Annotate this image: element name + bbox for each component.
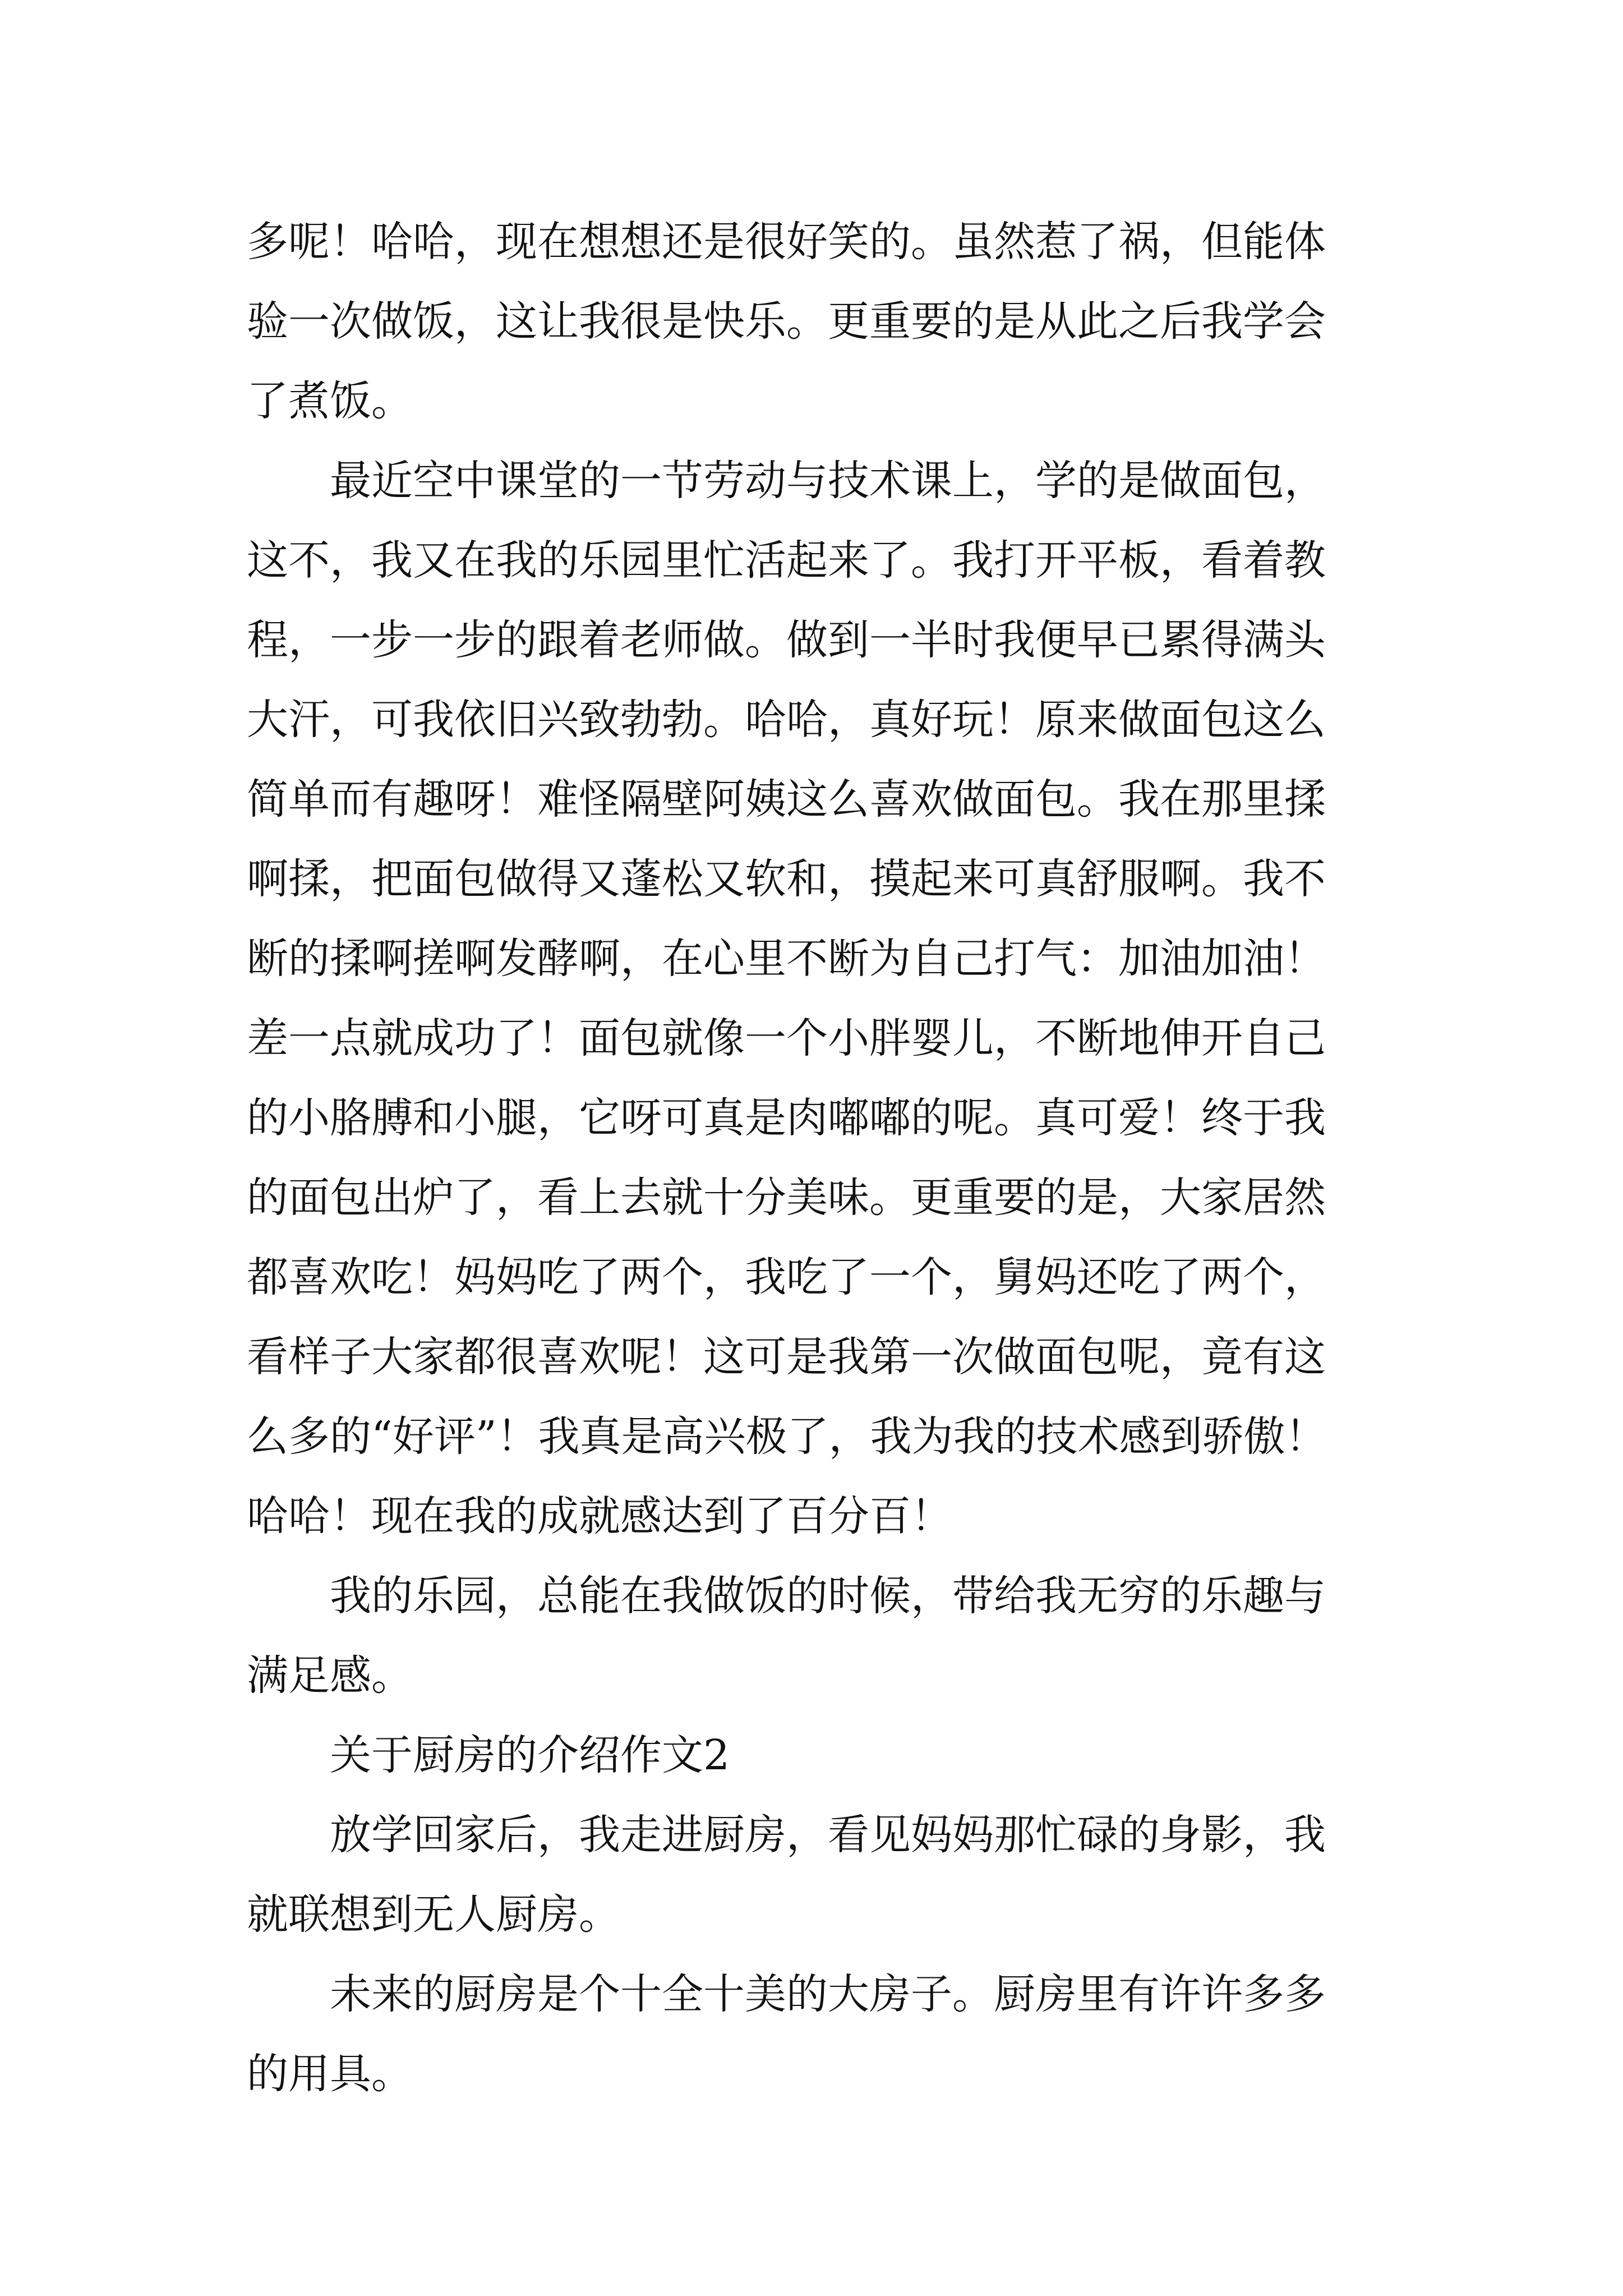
text-line: 最近空中课堂的一节劳动与技术课上，学的是做面包，: [330, 457, 1326, 505]
text-line: 验一次做饭，这让我很是快乐。更重要的是从此之后我学会: [247, 297, 1326, 346]
text-line: 简单而有趣呀！难怪隔壁阿姨这么喜欢做面包。我在那里揉: [247, 775, 1326, 823]
paragraph-1: [247, 202, 1391, 441]
text-line: 满足感。: [247, 1651, 413, 1700]
text-line: 这不，我又在我的乐园里忙活起来了。我打开平板，看着教: [247, 536, 1326, 585]
text-line: 我的乐园，总能在我做饭的时候，带给我无穷的乐趣与: [330, 1572, 1326, 1620]
paragraph-5: [247, 1954, 1391, 2114]
section-heading: [247, 1715, 1391, 1795]
text-line: 未来的厨房是个十全十美的大房子。厨房里有许许多多: [330, 1970, 1326, 2018]
text-line: 大汗，可我依旧兴致勃勃。哈哈，真好玩！原来做面包这么: [247, 696, 1326, 744]
text-line: 多呢！哈哈，现在想想还是很好笑的。虽然惹了祸，但能体: [247, 218, 1326, 266]
text-line: 看样子大家都很喜欢呢！这可是我第一次做面包呢，竟有这: [247, 1333, 1326, 1381]
text-line: 啊揉，把面包做得又蓬松又软和，摸起来可真舒服啊。我不: [247, 855, 1326, 903]
text-line: 关于厨房的介绍作文2: [330, 1731, 730, 1779]
text-line: 的小胳膊和小腿，它呀可真是肉嘟嘟的呢。真可爱！终于我: [247, 1094, 1326, 1142]
text-line: 么多的“好评”！我真是高兴极了，我为我的技术感到骄傲！: [247, 1412, 1327, 1461]
text-line: 就联想到无人厨房。: [247, 1890, 620, 1939]
text-line: 都喜欢吃！妈妈吃了两个，我吃了一个，舅妈还吃了两个，: [247, 1253, 1326, 1301]
text-line: 差一点就成功了！面包就像一个小胖婴儿，不断地伸开自己: [247, 1014, 1326, 1062]
text-line: 程，一步一步的跟着老师做。做到一半时我便早已累得满头: [247, 616, 1326, 664]
text-line: 的面包出炉了，看上去就十分美味。更重要的是，大家居然: [247, 1174, 1326, 1222]
paragraph-3: [247, 1556, 1391, 1715]
text-line: 放学回家后，我走进厨房，看见妈妈那忙碌的身影，我: [330, 1811, 1326, 1859]
paragraph-4: [247, 1795, 1391, 1954]
text-line: 了煮饭。: [247, 377, 413, 425]
paragraph-2: [247, 441, 1391, 1556]
text-line: 的用具。: [247, 2050, 413, 2098]
text-line: 哈哈！现在我的成就感达到了百分百！: [247, 1492, 952, 1540]
text-line: 断的揉啊搓啊发酵啊，在心里不断为自己打气：加油加油！: [247, 935, 1326, 983]
document-body: [247, 202, 1391, 2114]
